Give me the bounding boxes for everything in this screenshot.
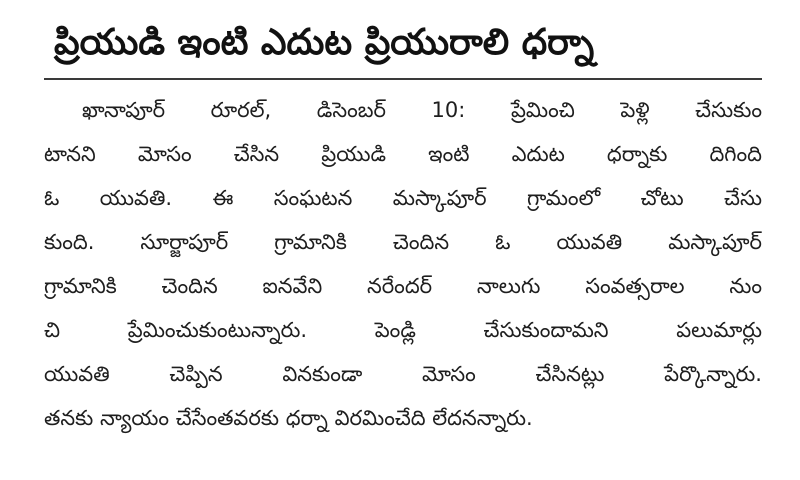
article-body (44, 88, 762, 440)
body-line: టానని మోసం చేసిన ప్రియుడి ఇంటి ఎదుట ధర్నాకు దిగింది (44, 142, 762, 166)
body-line: యువతి చెప్పిన వినకుండా మోసం చేసినట్లు పేర్కొన్నారు. (44, 362, 762, 386)
body-line: చి ప్రేమించుకుంటున్నారు. పెండ్లి చేసుకుందామని పలుమార్లు (44, 318, 762, 342)
headline: ప్రియుడి ఇంటి ఎదుట ప్రియురాలి ధర్నా (54, 22, 595, 63)
body-line: కుంది. సూర్జాపూర్ గ్రామానికి చెందిన ఓ యువతి మస్కాపూర్ (44, 230, 762, 254)
body-line: ఖానాపూర్ రూరల్, డిసెంబర్ 10: ప్రేమించి పెళ్లి చేసుకుం (82, 98, 762, 122)
body-line: తనకు న్యాయం చేసేంతవరకు ధర్నా విరమించేది లేదనన్నారు. (44, 406, 533, 430)
body-line: గ్రామానికి చెందిన ఐనవేని నరేందర్ నాలుగు సంవత్సరాల నుం (44, 274, 762, 298)
headline-divider (44, 78, 762, 80)
body-line: ఓ యువతి. ఈ సంఘటన మస్కాపూర్ గ్రామంలో చోటు చేసు (44, 186, 762, 210)
